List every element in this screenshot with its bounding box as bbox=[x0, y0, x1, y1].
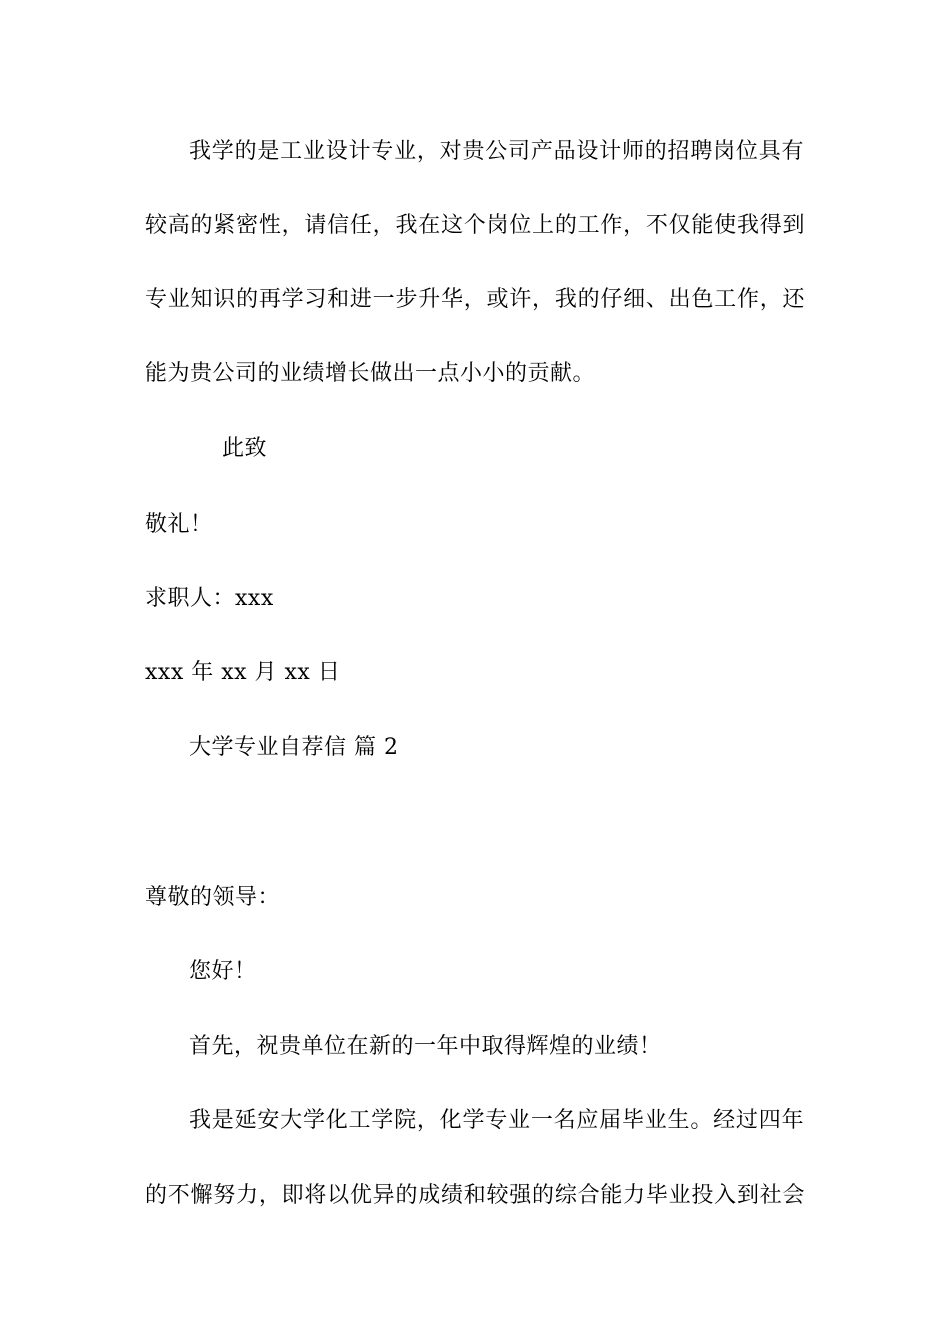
date-line: xxx 年 xx 月 xx 日 bbox=[145, 660, 341, 685]
letter-hello: 您好！ bbox=[189, 959, 257, 984]
paragraph-line: 我学的是工业设计专业，对贵公司产品设计师的招聘岗位具有 bbox=[189, 139, 804, 164]
paragraph-line: 能为贵公司的业绩增长做出一点小小的贡献。 bbox=[145, 361, 596, 386]
paragraph-line: 较高的紧密性，请信任，我在这个岗位上的工作，不仅能使我得到 bbox=[145, 213, 805, 238]
letter-wish: 首先，祝贵单位在新的一年中取得辉煌的业绩！ bbox=[189, 1034, 662, 1059]
paragraph-line: 专业知识的再学习和进一步升华，或许，我的仔细、出色工作，还 bbox=[145, 287, 805, 312]
closing-regards: 敬礼！ bbox=[145, 512, 213, 537]
section-title: 大学专业自荐信 篇 2 bbox=[189, 735, 399, 760]
closing-salutation: 此致 bbox=[222, 436, 268, 461]
applicant-line: 求职人：xxx bbox=[145, 586, 274, 611]
letter-greeting: 尊敬的领导： bbox=[145, 885, 281, 910]
paragraph-line: 的不懈努力，即将以优异的成绩和较强的综合能力毕业投入到社会 bbox=[145, 1183, 805, 1208]
paragraph-line: 我是延安大学化工学院，化学专业一名应届毕业生。经过四年 bbox=[189, 1108, 804, 1133]
